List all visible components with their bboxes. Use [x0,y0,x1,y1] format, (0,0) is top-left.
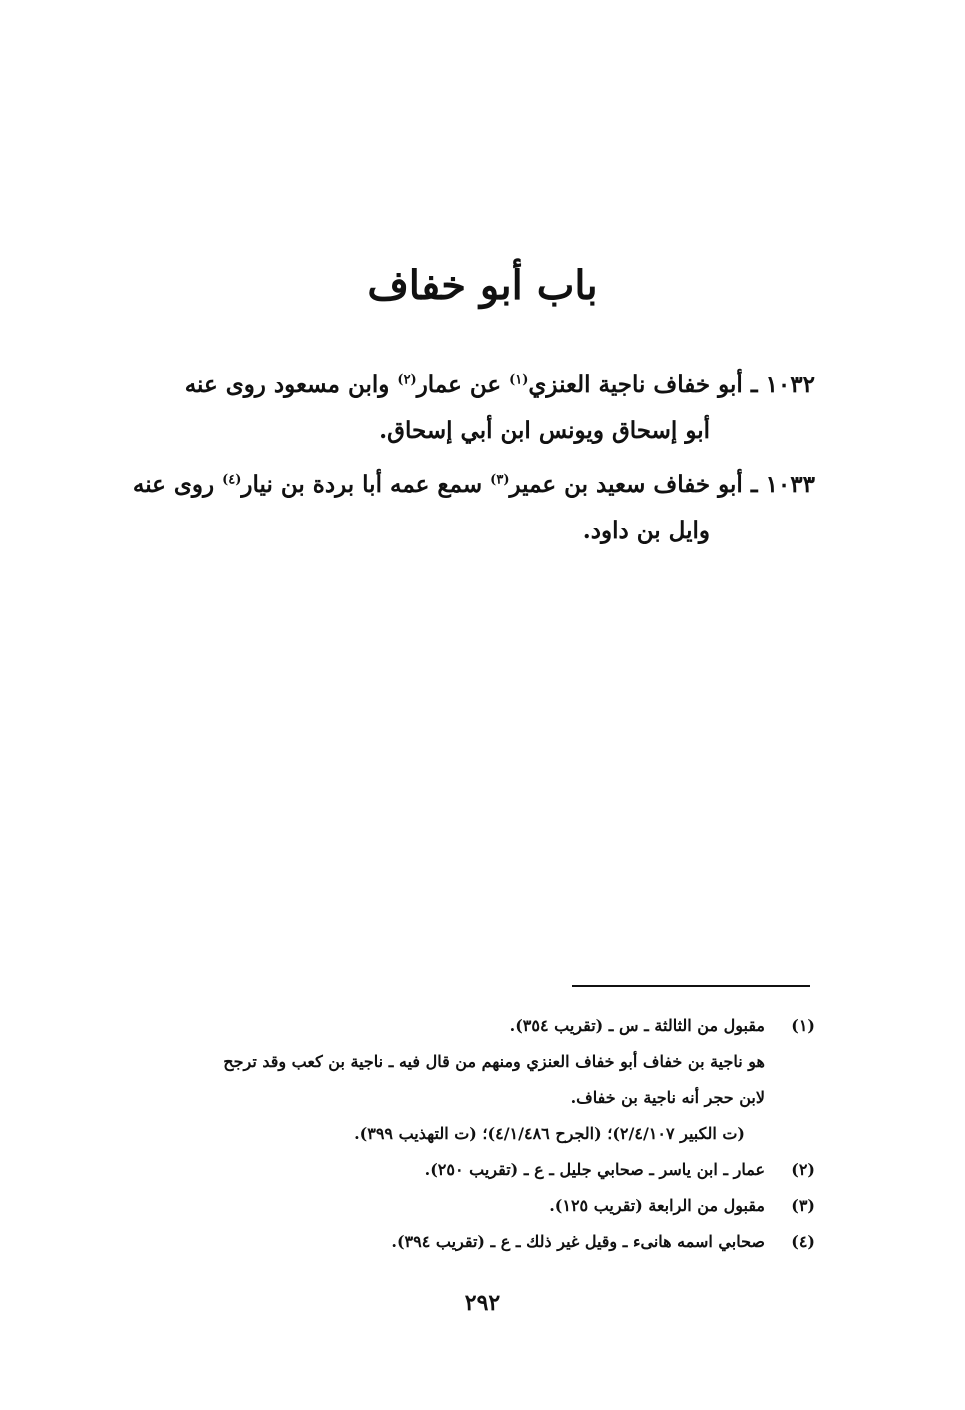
footnote-marker: (٢) [397,372,417,388]
entry-text: سمع عمه أبا بردة بن نيار [241,471,491,498]
footnote-text: مقبول من الثالثة ـ س ـ (تقريب ٣٥٤). [509,1016,765,1035]
entry-number: ١٠٣٣ [765,471,815,498]
entry-text: روى عنه [132,471,223,498]
page-number: ٢٩٢ [464,1290,501,1316]
entry-1033 [115,462,815,554]
footnotes [115,1008,815,1260]
footnote-3 [115,1188,815,1224]
footnote-1-line-4: (ت الكبير ٢/٤/١٠٧)؛ (الجرح ٤/١/٤٨٦)؛ (ت التهذيب ٣٩٩). [354,1124,745,1143]
chapter-title: باب أبو خفاف [367,262,598,309]
footnote-marker: (٤) [222,472,242,488]
footnote-number: (١) [791,1016,815,1035]
footnote-1 [115,1008,815,1044]
footnote-divider [572,985,810,987]
entry-1032 [115,362,815,454]
footnote-1-line-2: هو ناجية بن خفاف أبو خفاف العنزي ومنهم من قال فيه ـ ناجية بن كعب وقد ترجح [223,1052,765,1071]
entry-text: ـ أبو خفاف ناجية العنزي [528,371,758,398]
footnote-text: صحابي اسمه هانىء ـ وقيل غير ذلك ـ ع ـ (تقريب ٣٩٤). [391,1232,765,1251]
footnote-text: مقبول من الرابعة (تقريب ١٢٥). [549,1196,765,1215]
footnote-4 [115,1224,815,1260]
footnote-text: عمار ـ ابن ياسر ـ صحابي جليل ـ ع ـ (تقريب ٢٥٠). [424,1160,765,1179]
entry-text: عن عمار [416,371,510,398]
entry-continuation: وايل بن داود. [582,517,710,544]
footnote-marker: (٣) [490,472,510,488]
footnote-marker: (١) [509,372,529,388]
entry-number: ١٠٣٢ [765,371,815,398]
entry-text: ـ أبو خفاف سعيد بن عمير [509,471,758,498]
footnote-1-line-3: لابن حجر أنه ناجية بن خفاف. [570,1088,765,1107]
footnote-number: (٤) [791,1232,815,1251]
footnote-number: (٢) [791,1160,815,1179]
entry-text: وابن مسعود روى عنه [184,371,398,398]
footnote-2 [115,1152,815,1188]
footnote-number: (٣) [791,1196,815,1215]
entry-continuation: أبو إسحاق ويونس ابن أبي إسحاق. [379,417,710,444]
